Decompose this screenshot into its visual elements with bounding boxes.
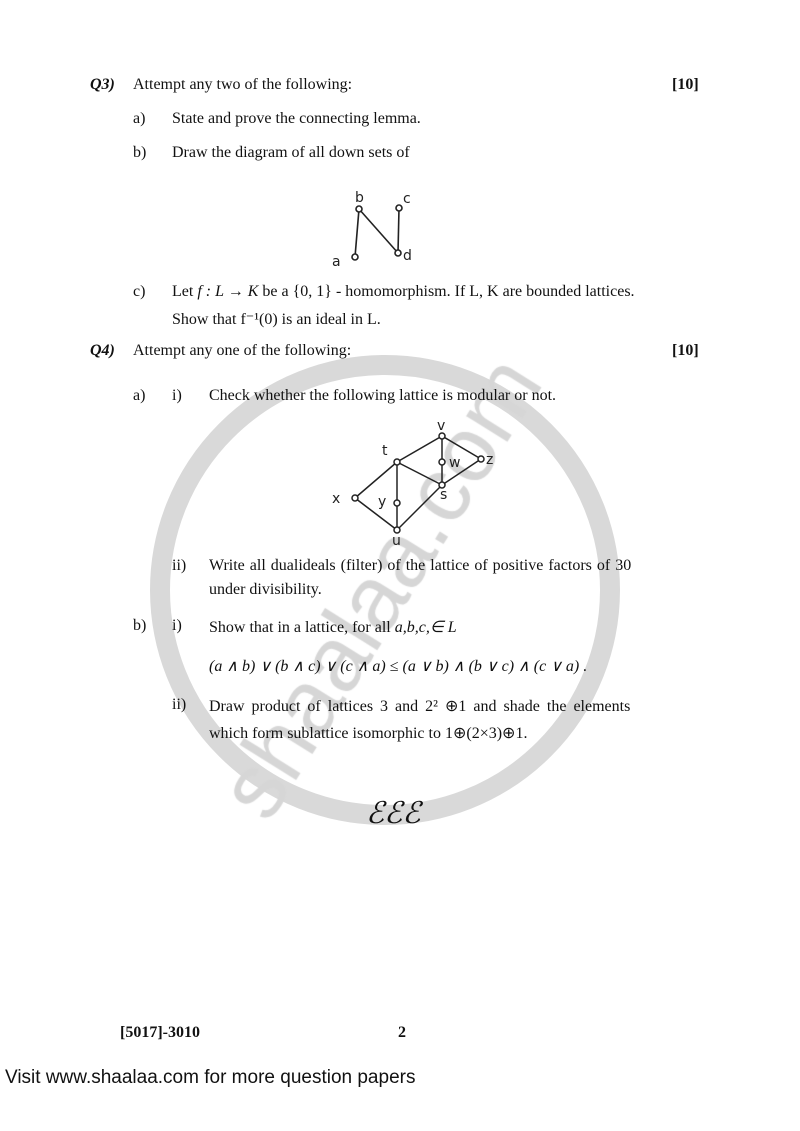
node-d (395, 250, 401, 256)
q3c-line2: Show that f⁻¹(0) is an ideal in L. (172, 311, 381, 328)
q4bi-label: i) (172, 617, 182, 634)
q4aii-line2: under divisibility. (209, 581, 322, 598)
q3b-text: Draw the diagram of all down sets of (172, 144, 410, 161)
label-z: z (486, 452, 494, 468)
q4bi-text (209, 617, 457, 637)
q3a-label: a) (133, 110, 146, 127)
label-s: s (440, 487, 448, 503)
q4a-label: a) (133, 387, 146, 404)
q4bi-vars: a,b,c,∈ L (394, 619, 457, 636)
footer-code: [5017]-3010 (120, 1024, 200, 1041)
q3-title: Attempt any two of the following: (133, 76, 353, 93)
q3c-pre: Let (172, 283, 194, 300)
label-c: c (403, 191, 411, 207)
q3c-func: f : L → K (197, 283, 259, 300)
q4aii-line1: Write all dualideals (filter) of the lattice of positive factors of 30 (209, 557, 632, 574)
end-mark: ℰℰℰ (366, 797, 421, 830)
q3c-post: be a {0, 1} - homomorphism. If L, K are bounded lattices. (262, 283, 635, 300)
footer-page-number: 2 (398, 1024, 406, 1041)
q4ai-label: i) (172, 387, 182, 404)
label-w: w (449, 455, 461, 471)
q4aii-label: ii) (172, 557, 187, 574)
label-t: t (382, 443, 388, 459)
q3-marks: [10] (672, 76, 699, 93)
q4bi-intro: Show that in a lattice, for all (209, 619, 391, 636)
q4bii-line2: which form sublattice isomorphic to 1⊕(2×3)⊕1. (209, 725, 528, 742)
q4b-label: b) (133, 617, 147, 634)
q4bii-line1: Draw product of lattices 3 and 2² ⊕1 and shade the elements (209, 698, 631, 715)
label-y: y (378, 494, 387, 510)
q4ai-text: Check whether the following lattice is modular or not. (209, 387, 557, 404)
label-a: a (332, 254, 341, 270)
label-d: d (403, 248, 412, 264)
q4bii-label: ii) (172, 696, 187, 713)
q4bi-formula: (a ∧ b) ∨ (b ∧ c) ∨ (c ∧ a) ≤ (a ∨ b) ∧ (b ∨ c) ∧ (c ∨ a) . (209, 658, 588, 675)
q4-number: Q4) (90, 342, 115, 359)
node-a (352, 254, 358, 260)
q3c-line1 (172, 283, 635, 301)
q3b-label: b) (133, 144, 147, 161)
label-b: b (355, 190, 364, 206)
promo-link[interactable]: Visit www.shaalaa.com for more question papers (5, 1067, 416, 1088)
node-b (356, 206, 362, 212)
q3c-label: c) (133, 283, 146, 300)
q4-title: Attempt any one of the following: (133, 342, 352, 359)
q3-number: Q3) (90, 76, 115, 93)
modularity-lattice-diagram (352, 433, 484, 533)
node-c (396, 205, 402, 211)
label-x: x (332, 491, 341, 507)
q3a-text: State and prove the connecting lemma. (172, 110, 421, 127)
n-lattice-diagram (352, 205, 402, 260)
label-v: v (437, 418, 446, 434)
label-u: u (392, 533, 401, 549)
q4-marks: [10] (672, 342, 699, 359)
